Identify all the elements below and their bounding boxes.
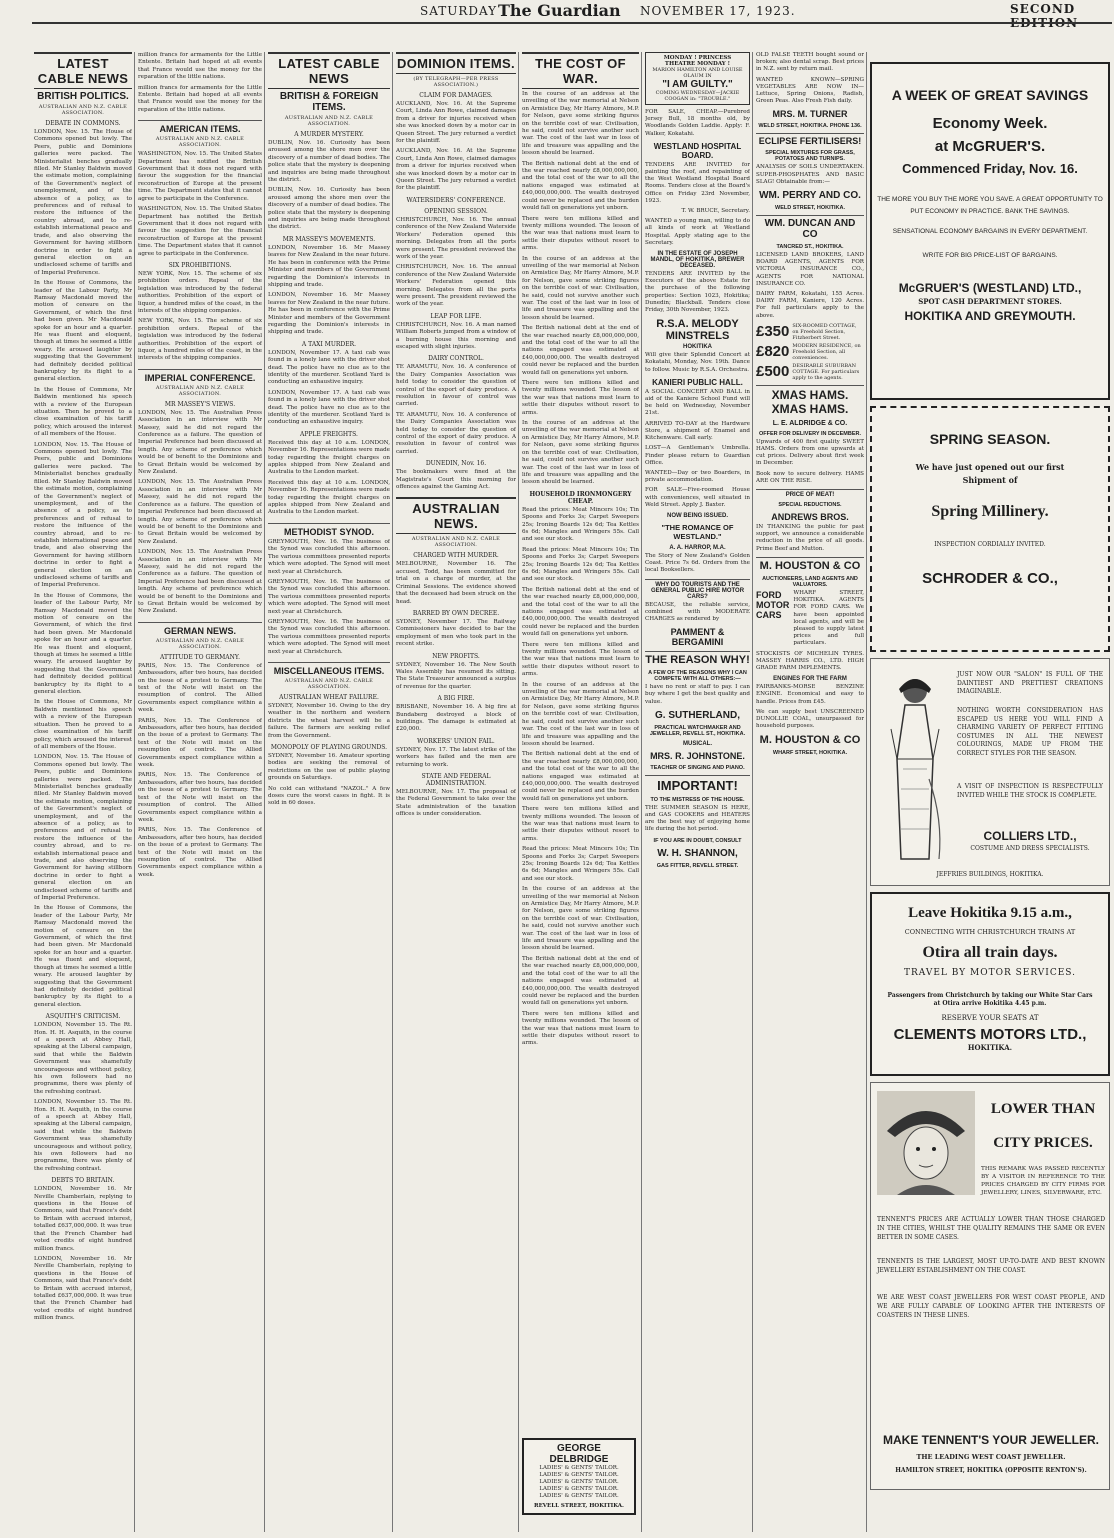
shannon-sub: GAS FITTER, REVELL STREET. [656,862,739,869]
price-500: £500 [756,363,790,381]
book-head: NOW BEING ISSUED. [666,512,728,519]
col2-para1: million francs for armaments for the Little Entente. Britain had hoped at all events that France would use the money for the reparation of the little nations. [138,52,262,81]
delbridge-line: LADIES' & GENTS' TAILOR. [539,1465,619,1471]
aldridge-body: Upwards of 400 first quality SWEET HAMS. Orders from one upwards at cut prices. Delivery about first week in December. [756,438,864,467]
clements-travel: TRAVEL BY MOTOR SERVICES. [903,968,1076,978]
shannon-pre: IF YOU ARE IN DOUBT, CONSULT [653,837,742,844]
col3-para1: DUBLIN, Nov. 16. Curiosity has been aroused among the shore men over the discovery of a number of dead bodies. The police state that the mystery is deepening and inquiries are being made throughout the district. [268,140,390,184]
duncan-sub: TANCRED ST., HOKITIKA. [776,244,844,251]
col4-smallhead3: LEAP FOR LIFE. [430,312,482,320]
col1-sec1: DEBATE IN COMMONS. [45,120,121,127]
tennent-title1: LOWER THAN [990,1101,1096,1117]
col4-smallhead7: BARRED BY OWN DECREE. [412,609,500,617]
mcgruers-body2: SENSATIONAL ECONOMY BARGAINS IN EVERY DEPARTMENT. [892,228,1088,235]
colliers-firm-sub: COSTUME AND DRESS SPECIALISTS. [970,845,1090,852]
theatre-head: MONDAY ! PRINCESS THEATRE MONDAY ! [663,55,732,67]
col5-sec1: HOUSEHOLD IRONMONGERY CHEAP. [529,490,632,505]
xmas-hams-2: XMAS HAMS. [771,401,849,416]
col3-smallhead6: MONOPOLY OF PLAYING GROUNDS. [270,744,388,751]
engines-head: ENGINES FOR THE FARM [773,676,847,683]
turner-name: MRS. M. TURNER [772,109,848,120]
page-header [0,0,1114,52]
column-6 [645,52,750,1532]
col1-para1-repeat: LONDON, Nov. 15. The House of Commons opened but lowly. The Peers, public and Dominions galleries were packed. The Ministerialist benches gradually filled. Mr Stanley Baldwin moved the estimate motion, complaining of the Government's neglect of unemployment, and of the absence of a policy, as to preferences and of refusal to restore the influence of the country abroad, and to re-establish international peace and trade, and also observing the Government for having stillborn doctrine in order to fight a general election on an undisclosed scheme of tariffs and of Imperial Preference. [34,441,132,589]
col4-title: DOMINION ITEMS. [396,52,516,74]
col3-smallhead: A MURDER MYSTERY. [294,131,364,138]
colliers-body: JUST NOW OUR "SALON" IS FULL OF THE DAINTIEST AND PRETTIEST CREATIONS IMAGINABLE. [957,671,1103,695]
col3-sec1: METHODIST SYNOD. [268,523,390,537]
clements-town: HOKITIKA. [967,1043,1013,1052]
reason-sub: A FEW OF THE REASONS WHY I CAN COMPETE WITH ALL OTHERS:— [648,670,747,683]
westland-tenders: TENDERS ARE INVITED for painting the roof, and repainting of the West Westland Hospital Board Rooms. Tenders close at the Board's Office on Friday 23rd November, 1923. [645,161,750,204]
ford-body: WHARF STREET, HOKITIKA. AGENTS FOR FORD CARS. We have been appointed local agents, and will be pleased to supply latest prices and full particulars. [793,589,864,647]
col2-para2-repeat: WASHINGTON, Nov. 15. The United States Department has notified the British Government that it does not regard with favour the suggestion for the financial reconstruction of Europe at the present time. The Department states that it cannot agree to participate in the Conference. [138,206,262,257]
col4-para9: BRISBANE, November 16. A big fire at Bundaberg destroyed a block of buildings. The damage is estimated at £20,000. [396,704,516,733]
col1-para2-repeat: In the House of Commons, the leader of the Labour Party, Mr Ramsay Macdonald moved the motion of censure on the Government, of which the first had been given. Mr Macdonald spoke for an hour and a quarter. He was fluent and eloquent, though at times he seemed a little weary. He aroused laughter by suggesting that the Government had definitely decided political bankruptcy by its flight to a general election. [34,592,132,696]
col5-para1: In the course of an address at the unveiling of the war memorial at Nelson on Armistice Day, Mr Harry Atmore, M.P. for Nelson, gave some striking figures on the terrible cost of war. Civilisation, he said, could not survive another such war. The cost of the last war in loss of life and treasure was appalling and the lesson should be learned. [522,91,639,157]
kaniere-body: A SOCIAL CONCERT AND BALL in aid of the Kaniere School Fund will be held on Wednesday, November 21st. [645,388,750,417]
column-3 [268,52,390,1532]
col1-para3-repeat: In the House of Commons, Mr Baldwin mentioned his speech with a review of the European situation. Then he proved to a close examination of his tariff policy, which aroused the interest of all members of the House. [34,699,132,750]
col3-para7: SYDNEY, November 16. Amateur sporting bodies are seeking the removal of restrictions on the use of public playing grounds on Saturdays. [268,753,390,782]
delbridge-line: LADIES' & GENTS' TAILOR. [539,1493,619,1499]
mcgruers-firm2: SPOT CASH DEPARTMENT STORES. [918,297,1062,306]
col3-agency2: AUSTRALIAN AND N.Z. CABLE ASSOCIATION. [284,677,374,690]
duncan-farms: DAIRY FARM, Kokatahi, 155 Acres. DAIRY FARM, Kaniere, 120 Acres. For full particulars apply to the above. [756,291,864,319]
header-day: SATURDAY [420,4,498,18]
andrews-name: ANDREWS BROS. [771,512,849,523]
col1-agency: AUSTRALIAN AND N.Z. CABLE ASSOCIATION. [38,104,128,116]
col4-smallhead4: DAIRY CONTROL. [428,355,484,363]
col5-para2-repeat2: The British national debt at the end of the war reached nearly £8,000,000,000, and the total cost of the war to all the nations engaged was estimated at £40,000,000,000. The wealth destroyed could never be replaced and the burden would fall on generations yet unborn. [522,586,639,638]
col4-para2: CHRISTCHURCH, Nov. 16. The annual conference of the New Zealand Waterside Workers' Federation opened this morning. Delegates from all the ports were present. The president reviewed the work of the year. [396,216,516,260]
tennent-body3: TENNENTS IS THE LARGEST, MOST UP-TO-DATE AND BEST KNOWN JEWELLERY ESTABLISHMENT ON THE COAST. [877,1258,1105,1274]
col3-para4: Received this day at 10 a.m. LONDON, November 16. Representations were made today regarding the freight charges on apples shipped from New Zealand and Australia to the London market. [268,439,390,476]
price-820-desc: MODERN RESIDENCE, on Freehold Section, all conveniences. [792,342,861,361]
book-author: A. A. HARROP, M.A. [669,544,726,551]
engines-body: FAIRBANKS-MORSE BENZINE ENGINE. Economical and easy to handle. Prices from £45. [756,684,864,705]
coal-body: We can supply best UNSCREENED DUNOLLIE COAL, unsurpassed for household purposes. [756,708,864,730]
col5-title: THE COST OF WAR. [522,52,639,89]
eclipse-sub: SPECIAL MIXTURES FOR GRASS, POTATOES AND TURNIPS. [765,150,855,163]
sutherland-name: G. SUTHERLAND, [655,709,740,721]
col5-para3-repeat4: There were ten millions killed and twenty millions wounded. The lesson of the war was that nations must learn to settle their disputes without resort to arms. [522,1010,639,1047]
col1-para5: LONDON, November 16. Mr Neville Chamberlain, replying to questions in the House of Commons, said that France's debt to Britain with accrued interest, totalled £637,000,000. It was true that the French Chamber had voted credits of eight hundred million francs. [34,1186,132,1252]
col4-para4: TE ARAMUTU, Nov. 16. A conference of the Dairy Companies Association was held today to consider the question of control of the export of dairy produce. A resolution in favour of control was carried. [396,364,516,408]
tennent-addr: HAMILTON STREET, HOKITIKA (OPPOSITE RENTON'S). [895,1467,1087,1474]
clements-reserve: RESERVE YOUR SEATS AT [941,1014,1039,1022]
tennent-ad [870,1082,1110,1490]
taxi-head: WHY DO TOURISTS AND THE GENERAL PUBLIC HIRE MOTOR CARS? [645,579,750,600]
theatre-names: MARION HAMILTON AND LOUISE OLAUM IN [652,67,743,79]
reason-head: THE REASON WHY! [645,651,750,666]
col3-para3-repeat: LONDON, November 17. A taxi cab was found in a lonely lane with the driver shot dead. The police have no clue as to the identity of the murderer. Scotland Yard is conducting an exhaustive inquiry. [268,389,390,426]
colliers-ad [870,658,1110,886]
kaniere-head: KANIERI PUBLIC HALL. [652,377,743,387]
col2-sec4: GERMAN NEWS. [138,622,262,636]
col4-para2-repeat: CHRISTCHURCH, Nov. 16. The annual conference of the New Zealand Waterside Workers' Federation opened this morning. Delegates from all the ports were present. The president reviewed the work of the year. [396,264,516,308]
theatre-title: "I AM GUILTY." [662,79,733,90]
tennent-title2: CITY PRICES. [993,1135,1093,1151]
col4-smallhead8: NEW PROFITS. [432,652,480,660]
col3-agency: AUSTRALIAN AND N.Z. CABLE ASSOCIATION. [284,115,374,127]
ad-wanted-young-man: WANTED a young man, willing to do all kinds of work at Westland Hospital. Apply stating age to the Secretary. [645,218,750,246]
colliers-addr: JEFFRIES BUILDINGS, HOKITIKA. [936,871,1044,878]
westland-hospital-head: WESTLAND HOSPITAL BOARD. [653,141,742,160]
col5-para1-repeat: In the course of an address at the unveiling of the war memorial at Nelson on Armistice Day, Mr Harry Atmore, M.P. for Nelson, gave some striking figures on the terrible cost of war. Civilisation, he said, could not survive another such war. The cost of the last war in loss of life and treasure was appalling and the lesson should be learned. [522,255,639,321]
important-body: THE SUMMER SEASON IS HERE, and GAS COOKERS and HEATERS are the best way of enjoying home life during the hot period. [645,804,750,833]
column-5 [522,52,639,1532]
column-rule [641,52,642,1532]
column-4 [396,52,516,1532]
col2-sec3: IMPERIAL CONFERENCE. [138,369,262,383]
col5-para2-repeat3: The British national debt at the end of the war reached nearly £8,000,000,000, and the total cost of the war to all the nations engaged was estimated at £40,000,000,000. The wealth destroyed could never be replaced and the burden would fall on generations yet unborn. [522,751,639,802]
eclipse-head: ECLIPSE FERTILISERS! [756,133,864,146]
book-body: The Story of New Zealand's Golden Coast. Price 7s 6d. Orders from the local Booksellers. [645,552,750,574]
sutherland-sub: PRACTICAL WATCHMAKER AND JEWELLER, REVELL ST., HOKITIKA. [649,724,746,737]
col4-agency: (BY TELEGRAPH—PER PRESS ASSOCIATION.) [413,76,499,88]
col2-para3: NEW YORK, Nov. 15. The scheme of six prohibition orders. Repeal of the legislation was introduced by the federal authorities. Prohibition of the export of liquor, a hundred miles of the coast, in the interests of the shipping companies. [138,270,262,314]
westland-secretary: T. W. BRUCE, Secretary. [681,208,750,215]
tennent-body: THIS REMARK WAS PASSED RECENTLY BY A VISITOR IN REFERENCE TO THE PRICES CHARGED BY CITY FIRMS FOR JEWELLERY, LINES, SILVERWARE, ETC. [981,1166,1105,1196]
col3-para5: GREYMOUTH, Nov. 16. The business of the Synod was concluded this afternoon. The various committees presented reports which were adopted. The Synod will meet next year at Christchurch. [268,538,390,575]
col2-para2: WASHINGTON, Nov. 15. The United States Department has notified the British Government that it does not regard with favour the suggestion for the financial reconstruction of Europe at the present time. The Department states that it cannot agree to participate in the Conference. [138,151,262,202]
aldridge-body2: Book now to secure delivery. HAMS ARE ON THE RISE. [756,470,864,484]
tennent-firm: THE LEADING WEST COAST JEWELLER. [916,1453,1066,1461]
delbridge-name: GEORGE DELBRIDGE [549,1443,609,1465]
ad-arrived: ARRIVED TO-DAY at the Hardware Store, a shipment of Enamel and Kitchenware. Call early. [645,420,750,442]
col2-sec2: SIX PROHIBITIONS. [168,261,232,269]
mcgruers-ad [870,62,1110,400]
col5-para1-repeat4: In the course of an address at the unveiling of the war memorial at Nelson on Armistice Day, Mr Harry Atmore, M.P. for Nelson, gave some striking figures on the terrible cost of war. Civilisation, he said, could not survive another such war. The cost of the last war in loss of life and treasure was appalling and the lesson should be learned. [522,886,639,952]
col2-agency: AUSTRALIAN AND N.Z. CABLE ASSOCIATION. [155,136,245,149]
col2-para5-repeat2: PARIS, Nov. 15. The Conference of Ambassadors, after two hours, has decided on the issue of a protest to Germany. The text of the Note will insist on the resumption of control. The Allied Governments expect compliance within a week. [138,772,262,823]
johnstone-name: MRS. R. JOHNSTONE. [650,750,745,761]
clements-line: CONNECTING WITH CHRISTCHURCH TRAINS AT [904,928,1076,936]
col1-para1-repeat2: LONDON, Nov. 15. The House of Commons opened but lowly. The Peers, public and Dominions galleries were packed. The Ministerialist benches gradually filled. Mr Stanley Baldwin moved the estimate motion, complaining of the Government's neglect of unemployment, and of the absence of a policy, as to preferences and of refusal to restore the influence of the country abroad, and to re-establish international peace and trade, and also observing the Government for having stillborn doctrine in order to fight a general election on an undisclosed scheme of tariffs and of Imperial Preference. [34,754,132,902]
col5-para3-repeat2: There were ten millions killed and twenty millions wounded. The lesson of the war was that nations must learn to settle their disputes without resort to arms. [522,641,639,678]
ad-lost: LOST—A Gentleman's Umbrella. Finder please return to Guardian Office. [645,445,750,466]
col1-para1: LONDON, Nov. 15. The House of Commons opened but lowly. The Peers, public and Dominions galleries were packed. The Ministerialist benches gradually filled. Mr Stanley Baldwin moved the estimate motion, complaining of the Government's neglect of unemployment, and of the absence of a policy, as to preferences and of refusal to restore the influence of the country abroad, and to re-establish international peace and trade, and also observing the Government for having stillborn doctrine in order to fight a general election on an undisclosed scheme of tariffs and of Imperial Preference. [34,129,132,276]
col4-smallhead: CLAIM FOR DAMAGES. [419,92,493,99]
col5-para2-repeat: The British national debt at the end of the war reached nearly £8,000,000,000, and the total cost of the war to all the nations engaged was estimated at £40,000,000,000. The wealth destroyed could never be replaced and the burden would fall on generations yet unborn. [522,325,639,376]
houston2-name: M. HOUSTON & CO [759,734,861,747]
col4-para10: SYDNEY, Nov. 17. The latest strike of the workers has failed and the men are returning to work. [396,746,516,768]
duncan-body: LICENSED LAND BROKERS, LAND BOARD AGENTS, AGENTS FOR VICTORIA INSURANCE CO., AGENTS FOR NATIONAL INSURANCE CO. [756,252,864,287]
price-row [756,323,864,341]
col1-subtitle: BRITISH POLITICS. [37,91,129,102]
clements-title: Leave Hokitika 9.15 a.m., [908,905,1072,921]
col2-para4: LONDON, Nov. 15. The Australian Press Association in an interview with Mr Massey, said he did not regard the Conference as a failure. The question of Imperial Preference had been discussed at length. Any scheme of preference which would be of benefit to the Dominions and to Great Britain would be welcomed by New Zealand. [138,409,262,476]
delbridge-line: LADIES' & GENTS' TAILOR. [539,1479,619,1485]
col1-para2: In the House of Commons, the leader of the Labour Party, Mr Ramsay Macdonald moved the motion of censure on the Government, of which the first had been given. Mr Macdonald spoke for an hour and a quarter. He was fluent and eloquent, though at times he seemed a little weary. He aroused laughter by suggesting that the Government had definitely decided political bankruptcy by its flight to a general election. [34,280,132,383]
col1-para2-repeat2: In the House of Commons, the leader of the Labour Party, Mr Ramsay Macdonald moved the motion of censure on the Government, of which the first had been given. Mr Macdonald spoke for an hour and a quarter. He was fluent and eloquent, though at times he seemed a little weary. He aroused laughter by suggesting that the Government had definitely decided political bankruptcy by its flight to a general election. [34,905,132,1008]
perry-sub: WELD STREET, HOKITIKA. [775,205,845,212]
col3-para1-repeat: DUBLIN, Nov. 16. Curiosity has been aroused among the shore men over the discovery of a number of dead bodies. The police state that the mystery is deepening and inquiries are being made throughout the district. [268,187,390,231]
ford-word: FORD [756,589,782,600]
rsa-head: R.S.A. MELODY MINSTRELS [656,318,739,343]
col4-para11: MELBOURNE, Nov. 17. The proposal of the Federal Government to take over the State administration of the taxation offices is under consideration. [396,789,516,818]
delbridge-line: LADIES' & GENTS' TAILOR. [539,1472,619,1478]
colliers-body2: NOTHING WORTH CONSIDERATION HAS ESCAPED US HERE YOU WILL FIND A CHARMING VARIETY OF PERFECT FITTING COSTUMES IN ALL THE NEWEST COLOURINGS, MADE UP FROM THE CORRECT STYLES FOR THE SEASON. [957,707,1103,757]
mcgruers-line4: Commenced Friday, Nov. 16. [902,161,1078,176]
col3-smallhead5: AUSTRALIAN WHEAT FAILURE. [279,693,379,701]
col2-agency2: AUSTRALIAN AND N.Z. CABLE ASSOCIATION. [155,384,245,397]
xmas-hams-1: XMAS HAMS. [756,385,864,402]
johnstone-sub: TEACHER OF SINGING AND PIANO. [650,764,745,771]
col3-smallhead2: MR MASSEY'S MOVEMENTS. [282,235,376,243]
col4-smallhead9: A BIG FIRE. [437,695,475,703]
col1-para5-repeat: LONDON, November 16. Mr Neville Chamberlain, replying to questions in the House of Commons, said that France's debt to Britain with accrued interest, totalled £637,000,000. It was true that the French Chamber had voted credits of eight hundred million francs. [34,1255,132,1322]
delbridge-address: REVELL STREET, HOKITIKA. [534,1503,624,1509]
col2-para4-repeat2: LONDON, Nov. 15. The Australian Press Association in an interview with Mr Massey, said he did not regard the Conference as a failure. The question of Imperial Preference had been discussed at length. Any scheme of preference which would be of benefit to the Dominions and to Great Britain would be welcomed by New Zealand. [138,549,262,615]
col3-para4-repeat: Received this day at 10 a.m. LONDON, November 16. Representations were made today regarding the freight charges on apples shipped from New Zealand and Australia to the London market. [268,479,390,516]
clements-ad [870,892,1110,1076]
col4-smallhead6: CHARGED WITH MURDER. [413,552,499,560]
col2-para1-repeat: million francs for armaments for the Little Entente. Britain had hoped at all events that France would use the money for the reparation of the little nations. [138,84,262,113]
delbridge-line: LADIES' & GENTS' TAILOR. [539,1486,619,1492]
col4-para1-repeat: AUCKLAND, Nov. 16. At the Supreme Court, Linda Ann Rowe, claimed damages from a driver for injuries received when she was knocked down by a motor car in Queen Street. The jury returned a verdict for the plaintiff. [396,148,516,192]
col2-smallhead2: ATTITUDE TO GERMANY. [160,653,240,661]
ad-wanted-known: WANTED KNOWN—SPRING VEGETABLES ARE NOW IN—Lettuce, Spring Onions, Radish, Green Peas. Also Fresh Fish daily. [756,76,864,105]
pamment-name: PAMMENT & BERGAMINI [670,627,725,648]
col3-title: LATEST CABLE NEWS [268,52,390,89]
col2-para3-repeat: NEW YORK, Nov. 15. The scheme of six prohibition orders. Repeal of the legislation was introduced by the federal authorities. Prohibition of the export of liquor, a hundred miles of the coast, in the interests of the shipping companies. [138,318,262,362]
col4-para6: MELBOURNE, November 16. The accused, Todd, has been committed for trial on a charge of murder, at the Criminal Sessions. The evidence showed that the deceased had been struck on the head. [396,561,516,605]
schroder-big: Spring Millinery. [931,503,1049,520]
price-820: £820 [756,343,790,361]
ad-wanted-boarders: WANTED—Day or two Boarders, in private accommodation. [645,469,750,484]
col4-smallhead10: WORKERS' UNION FAIL. [417,737,495,745]
tennent-body4: WE ARE WEST COAST JEWELLERS FOR WEST COAST PEOPLE, AND WE ARE FULLY CAPABLE OF LOOKING AFTER THE INTERESTS OF COASTERS IN THESE LINES. [877,1294,1105,1319]
col4-para3: CHRISTCHURCH, Nov. 16. A man named William Roberts jumped from a window of a burning house this morning and escaped with slight injuries. [396,321,516,350]
aldridge-sub: OFFER FOR DELIVERY IN DECEMBER. [758,430,862,437]
price-500-desc: DESIRABLE SUBURBAN COTTAGE. For particulars apply to the agents. [792,362,860,381]
col2-para5-repeat3: PARIS, Nov. 15. The Conference of Ambassadors, after two hours, has decided on the issue of a protest to Germany. The text of the Note will insist on the resumption of control. The Allied Governments expect compliance within a week. [138,827,262,878]
mcgruers-towns: HOKITIKA AND GREYMOUTH. [904,309,1076,323]
delbridge-ad [522,1438,636,1515]
col3-para2-repeat: LONDON, November 16. Mr Massey leaves for New Zealand in the near future. He has been in conference with the Prime Minister and members of the Government regarding the Dominion's interests in shipping and trade. [268,292,390,336]
theatre-sub: COMING WEDNESDAY—JACKIE COOGAN in: "TROUBLE." [655,90,740,102]
mcgruers-body3: WRITE FOR BIG PRICE-LIST OF BARGAINS. [922,252,1058,259]
col3-para2: LONDON, November 16. Mr Massey leaves for New Zealand in the near future. He has been in conference with the Prime Minister and members of the Government regarding the Dominion's interests in shipping and trade. [268,244,390,288]
tennent-make: MAKE TENNENT'S YOUR JEWELLER. [883,1433,1099,1447]
schroder-ad [870,406,1110,652]
aldridge-name: L. E. ALDRIDGE & CO. [772,419,848,427]
col2-para5: PARIS, Nov. 15. The Conference of Ambassadors, after two hours, has decided on the issue of a protest to Germany. The text of the Note will insist on the resumption of control. The Allied Governments expect compliance within a week. [138,662,262,714]
schroder-small: INSPECTION CORDIALLY INVITED. [934,541,1046,548]
ad-for-sale-house: FOR SALE—Five-roomed House with conveniences, well situated in Weld Street. Apply J. Baxter. [645,487,750,508]
colliers-body3: A VISIT OF INSPECTION IS RESPECTFULLY INVITED WHILE THE STOCK IS COMPLETE. [957,783,1103,799]
col1-sec3: DEBTS TO BRITAIN. [51,1177,115,1185]
col2-para5-repeat: PARIS, Nov. 15. The Conference of Ambassadors, after two hours, has decided on the issue of a protest to Germany. The text of the Note will insist on the resumption of control. The Allied Governments expect compliance within a week. [138,717,262,769]
ford-block [756,590,864,651]
col3-para5-repeat2: GREYMOUTH, Nov. 16. The business of the Synod was concluded this afternoon. The various committees presented reports which were adopted. The Synod will meet next year at Christchurch. [268,618,390,655]
ad-false-teeth: OLD FALSE TEETH bought sound or broken; also dental scrap. Best prices in N.Z. sent by return mail. [756,52,864,73]
shannon-name: W. H. SHANNON, [657,847,738,859]
houston-stockists: STOCKISTS OF MICHELIN TYRES. MASSEY HARRIS CO., LTD. HIGH GRADE FARM IMPLEMENTS. [756,650,864,671]
col5-para3: There were ten millions killed and twenty millions wounded. The lesson of the war was that nations must learn to settle their disputes without resort to arms. [522,215,639,252]
andrews-body: IN THANKING the public for past support, we announce a considerable reduction in the price of all goods. Prime Beef and Mutton. [756,524,864,552]
col3-smallhead3: A TAXI MURDER. [301,340,357,348]
col4-para4-repeat: TE ARAMUTU, Nov. 16. A conference of the Dairy Companies Association was held today to consider the question of control of the export of dairy produce. A resolution in favour of control was carried. [396,411,516,455]
col2-para4-repeat: LONDON, Nov. 15. The Australian Press Association in an interview with Mr Massey, said he did not regard the Conference as a failure. The question of Imperial Preference had been discussed at length. Any scheme of preference which would be of benefit to the Dominions and to Great Britain would be welcomed by New Zealand. [138,479,262,545]
musical-head: MUSICAL. [683,740,712,747]
col4-para1: AUCKLAND, Nov. 16. At the Supreme Court, Linda Ann Rowe, claimed damages from a driver for injuries received when she was knocked down by a motor car in Queen Street. The jury returned a verdict for the plaintiff. [396,101,516,145]
important-sub: TO THE MISTRESS OF THE HOUSE. [650,796,745,803]
col2-sec1: AMERICAN ITEMS. [138,120,262,134]
header-edition: SECOND EDITION [1010,2,1079,30]
col4-para5: The bookmakers were fined at the Magistrate's Court this morning for offences against the Gaming Act. [396,469,516,491]
mcgruers-title: A WEEK OF GREAT SAVINGS [891,87,1089,103]
col5-para2: The British national debt at the end of the war reached nearly £8,000,000,000, and the total cost of the war to all the nations engaged was estimated at £40,000,000,000. The wealth destroyed could never be replaced and the burden would fall on generations yet unborn. [522,160,639,212]
schroder-firm: SCHRODER & CO., [922,570,1058,587]
col3-subtitle: BRITISH & FOREIGN ITEMS. [279,91,379,113]
col4-agency2: AUSTRALIAN AND N.Z. CABLE ASSOCIATION. [411,536,501,549]
theatre-ad [645,52,750,105]
column-rule [752,52,753,1532]
price-350: £350 [756,323,790,341]
col2-agency3: AUSTRALIAN AND N.Z. CABLE ASSOCIATION. [155,637,245,650]
column-7 [756,52,864,1532]
col1-para4: LONDON, November 15. The Rt. Hon. H. H. Asquith, in the course of a speech at Abbey Hall, speaking at the Liberal campaign, said that while the Baldwin Government was shamefully uncourageous and without policy, his own followers had no programme, there was plenty of the refreshing contrast. [34,1022,132,1095]
reason-body: I have no rent or staff to pay. I can buy where I get the best quality and value. [645,684,750,705]
portrait-illustration-icon [877,1091,975,1195]
ford-words [756,590,789,651]
mcgruers-line3: at McGRUER'S. [934,138,1046,155]
column-rule [866,52,867,1532]
duncan-name: WM. DUNCAN AND CO [756,215,864,240]
column-rule [134,52,135,1532]
price-row [756,343,864,361]
col5-para4-repeat: Read the prices: Meat Mincers 10s; Tin Spoons and Forks 3s; Carpet Sweepers 25s; Ironing Boards 12s 6d; Tea Kettles 6s 6d; Mangles and Wringers 55s. Call and see our stock. [522,546,639,583]
ford-motor: MOTOR [756,599,790,610]
col1-title: LATEST CABLE NEWS [34,52,132,89]
clements-small: Passengers from Christchurch by taking our White Star Cars at Otira arrive Hokitika 4.45 p.m. [887,992,1093,1007]
eclipse-body: ANALYSIS OF SOILS UNDERTAKEN. SUPER-PHOSPHATES AND BASIC SLAG! Obtainable from:— [756,164,864,185]
houston-name: M. HOUSTON & CO [756,557,864,572]
important-head: IMPORTANT! [645,775,750,793]
schroder-title: SPRING SEASON. [929,431,1051,447]
col5-para3-repeat: There were ten millions killed and twenty millions wounded. The lesson of the war was that nations must learn to settle their disputes without resort to arms. [522,380,639,416]
col4-sec1: AUSTRALIAN NEWS. [396,497,516,534]
houston-sub: AUCTIONEERS, LAND AGENTS AND VALUATORS. [762,575,858,588]
mcgruers-firm: McGRUER'S (WESTLAND) LTD., [898,281,1082,295]
colliers-firm: COLLIERS LTD., [983,829,1077,843]
col4-smallhead11: STATE AND FEDERAL ADMINISTRATION. [421,773,491,787]
mcgruers-body: THE MORE YOU BUY THE MORE YOU SAVE. A GREAT OPPORTUNITY TO PUT ECONOMY IN PRACTICE. BANK THE SAVINGS. [877,196,1103,215]
col5-para4-repeat2: Read the prices: Meat Mincers 10s; Tin Spoons and Forks 3s; Carpet Sweepers 25s; Ironing Boards 12s 6d; Tea Kettles 6s 6d; Mangles and Wringers 55s. Call and see our stock. [522,846,639,882]
col3-sec2: MISCELLANEOUS ITEMS. [268,662,390,676]
mcgruers-line2: Economy Week. [932,115,1048,132]
column-1 [34,52,132,1532]
masthead: The Guardian [498,1,621,20]
col1-para4-repeat: LONDON, November 15. The Rt. Hon. H. H. Asquith, in the course of a speech at Abbey Hall, speaking at the Liberal campaign, said that while the Baldwin Government was shamefully uncourageous and without policy, his own followers had no programme, there was plenty of the refreshing contrast. [34,1099,132,1172]
col3-para5-repeat: GREYMOUTH, Nov. 16. The business of the Synod was concluded this afternoon. The various committees presented reports which were adopted. The Synod will meet next year at Christchurch. [268,578,390,615]
estate-tenders: TENDERS ARE INVITED by the Executors of the above Estate for the purchase of the following properties: Section 1023, Hokitika; Dunedin; Blackball. Tenders close Friday, 30th November, 1923. [645,271,750,314]
rsa-body: Will give their Splendid Concert at Kokatahi, Monday, Nov. 19th. Dance to follow. Music by R.S.A. Orchestra. [645,352,750,373]
col3-smallhead4: APPLE FREIGHTS. [300,430,358,438]
ford-cars: CARS [756,609,782,620]
col4-smallhead2: WATERSIDERS' CONFERENCE. [406,196,506,204]
column-rule [264,52,265,1532]
col3-para3: LONDON, November 17. A taxi cab was found in a lonely lane with the driver shot dead. The police have no clue as to the identity of the murderer. Scotland Yard is conducting an exhaustive inquiry. [268,349,390,386]
column-2 [138,52,262,1532]
column-rule [392,52,393,1532]
col5-para2-repeat4: The British national debt at the end of the war reached nearly £8,000,000,000, and the total cost of the war to all the nations engaged was estimated at £40,000,000,000. The wealth destroyed could never be replaced and the burden would fall on generations yet unborn. [522,955,639,1007]
col4-para7: SYDNEY, November 17. The Railway Commissioners have decided to bar the employment of men who took part in the recent strike. [396,618,516,648]
col5-para1-repeat2: In the course of an address at the unveiling of the war memorial at Nelson on Armistice Day, Mr Harry Atmore, M.P. for Nelson, gave some striking figures on the terrible cost of war. Civilisation, he said, could not survive another such war. The cost of the last war in loss of life and treasure was appalling and the lesson should be learned. [522,420,639,486]
turner-sub: WELD STREET, HOKITIKA. PHONE 136. [758,123,862,130]
col5-para4: Read the prices: Meat Mincers 10s; Tin Spoons and Forks 3s; Carpet Sweepers 25s; Ironing Boards 12s 6d; Tea Kettles 6s 6d; Mangles and Wringers 55s. Call and see our stock. [522,506,639,543]
price-350-desc: SIX-ROOMED COTTAGE, on Freehold Section, Fitzherbert Street. [792,322,857,341]
col5-para3-repeat3: There were ten millions killed and twenty millions wounded. The lesson of the war was that nations must learn to settle their disputes without resort to arms. [522,806,639,842]
estate-head: IN THE ESTATE OF JOSEPH MANDL, OF HOKITIKA, BREWER DECEASED. [650,251,745,270]
meat-head: PRICE OF MEAT! [756,489,864,498]
houston2-sub: WHARF STREET, HOKITIKA. [772,750,848,757]
price-row [756,363,864,381]
clements-big: Otira all train days. [922,944,1058,961]
col5-para1-repeat3: In the course of an address at the unveiling of the war memorial at Nelson on Armistice Day, Mr Harry Atmore, M.P. for Nelson, gave some striking figures on the terrible cost of war. Civilisation, he said, could not survive another such war. The cost of the last war in loss of life and treasure was appalling and the lesson should be learned. [522,681,639,747]
dress-illustration-icon [879,669,951,869]
header-rule [32,22,1112,24]
header-date: NOVEMBER 17, 1923. [640,4,796,18]
clements-firm: CLEMENTS MOTORS LTD., [893,1026,1087,1043]
col4-smallhead5: DUNEDIN, Nov. 16. [425,460,487,468]
col4-smallhead2b: OPENING SESSION. [424,207,488,215]
taxi-body: BECAUSE, the reliable service, combined with MODERATE CHARGES as rendered by [645,601,750,622]
tennent-body2: TENNENT'S PRICES ARE ACTUALLY LOWER THAN THOSE CHARGED IN THE CITIES, WHILST THE QUALITY REMAINS THE SAME OR EVEN BETTER IN SOME CASES. [877,1216,1105,1241]
meat-sub: SPECIAL REDUCTIONS. [778,502,842,509]
col3-para6: SYDNEY, November 16. Owing to the dry weather in the northern and western districts the wheat harvest will be a failure. The farmers are seeking relief from the Government. [268,702,390,739]
schroder-line: We have just opened out our first Shipment of [915,462,1065,485]
ad-for-sale-bull: FOR SALE, CHEAP.—Purebred Jersey Bull, 18 months old, by Woodlands Golden Laddie. Apply: F. Walker, Kokatahi. [645,109,750,137]
col4-para8: SYDNEY, November 16. The New South Wales Assembly has resumed its sitting. The State Treasurer announced a surplus of revenue for the quarter. [396,661,516,690]
col3-para8: No cold can withstand "NAZOL." A few doses cure the worst cases in fight. It is sold in 60 doses. [268,785,390,807]
col2-smallhead: MR MASSEY'S VIEWS. [164,400,236,408]
rsa-town: HOKITIKA [683,344,712,351]
column-rule [518,52,519,1532]
column-8 [870,52,1110,1532]
book-title: "THE ROMANCE OF WESTLAND." [661,522,734,541]
col1-sec2: ASQUITH'S CRITICISM. [45,1013,121,1021]
perry-name: WM. PERRY AND CO. [759,190,861,202]
col1-para3: In the House of Commons, Mr Baldwin mentioned his speech with a review of the European situation. Then he proved to a close examination of his tariff policy, which aroused the interest of all members of the House. [34,386,132,438]
